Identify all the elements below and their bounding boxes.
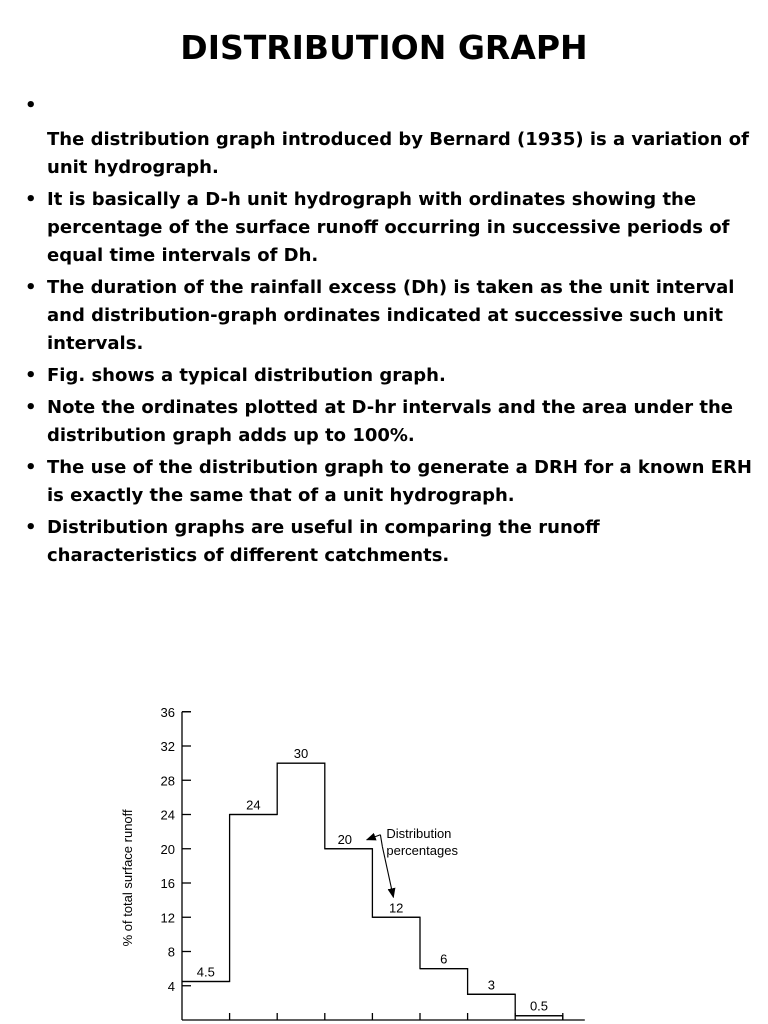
bullet-text: Note the ordinates plotted at D-hr intervals and the area under the distribution graph adds up to 100%. (47, 397, 734, 446)
bullet-dot: • (25, 277, 37, 298)
bullet-item-bernard (22, 126, 752, 182)
bullet-text: Distribution graphs are useful in comparing the runoff characteristics of different catchments. (47, 517, 600, 566)
bullet-dot: • (25, 189, 37, 210)
y-tick-label: 32 (160, 739, 175, 754)
bullet-list (22, 92, 752, 574)
distribution-chart (100, 690, 660, 1024)
bullet-dot: • (25, 397, 37, 418)
bullet-item-fig (22, 362, 752, 390)
bullet-dot: • (25, 95, 37, 116)
y-tick-label: 16 (160, 876, 175, 891)
y-tick-label: 20 (160, 841, 175, 857)
bullet-text: The distribution graph introduced by Bernard (1935) is a variation of unit hydrograph. (47, 129, 749, 178)
bullet-text: Fig. shows a typical distribution graph. (47, 365, 446, 386)
bullet-item-comparing (22, 514, 752, 570)
chart-axes (182, 712, 585, 1020)
annotation-arrow-12-stem (380, 835, 382, 847)
bullet-item-empty (22, 92, 752, 122)
bullet-dot: • (25, 517, 37, 538)
annotation-line: percentages (386, 842, 458, 858)
bullet-item-drh (22, 454, 752, 510)
value-label: 24 (246, 797, 261, 813)
value-label: 6 (440, 951, 448, 967)
value-label: 3 (487, 977, 496, 993)
bullet-dot: • (25, 457, 37, 478)
y-tick-label: 12 (160, 910, 175, 926)
bullet-item-ordinates (22, 394, 752, 450)
bullet-item-d-h-unit (22, 186, 752, 270)
distribution-chart-svg (100, 690, 660, 1024)
chart-step-series (182, 763, 563, 1020)
annotation-arrow-20 (367, 835, 381, 840)
y-tick-label: 36 (160, 704, 175, 720)
y-axis-label: % of total surface runoff (120, 809, 135, 947)
annotation-distribution-percentages (367, 826, 459, 898)
value-label: 30 (293, 746, 309, 762)
annotation-line: Distribution (386, 825, 452, 841)
value-label: 20 (337, 831, 353, 847)
value-label: 0.5 (529, 998, 549, 1014)
bullet-dot: • (25, 365, 37, 386)
value-label: 4.5 (196, 964, 215, 980)
y-tick-label: 28 (160, 773, 175, 789)
bullet-text: The duration of the rainfall excess (Dh) is taken as the unit interval and distribution-graph ordinates indicated at successive such unit intervals. (47, 277, 735, 354)
bullet-text: It is basically a D-h unit hydrograph with ordinates showing the percentage of the surface runoff occurring in successive periods of equal time intervals of Dh. (47, 189, 730, 266)
value-label: 12 (388, 900, 404, 916)
bullet-item-duration (22, 274, 752, 358)
y-tick-label: 4 (167, 978, 175, 994)
step-outline (182, 763, 563, 1020)
y-tick-label: 8 (167, 944, 175, 960)
bullet-text: The use of the distribution graph to generate a DRH for a known ERH is exactly the same that of a unit hydrograph. (47, 457, 752, 506)
slide-title: DISTRIBUTION GRAPH (180, 28, 588, 67)
chart-y-ticks (161, 705, 191, 994)
y-tick-label: 24 (160, 807, 175, 823)
